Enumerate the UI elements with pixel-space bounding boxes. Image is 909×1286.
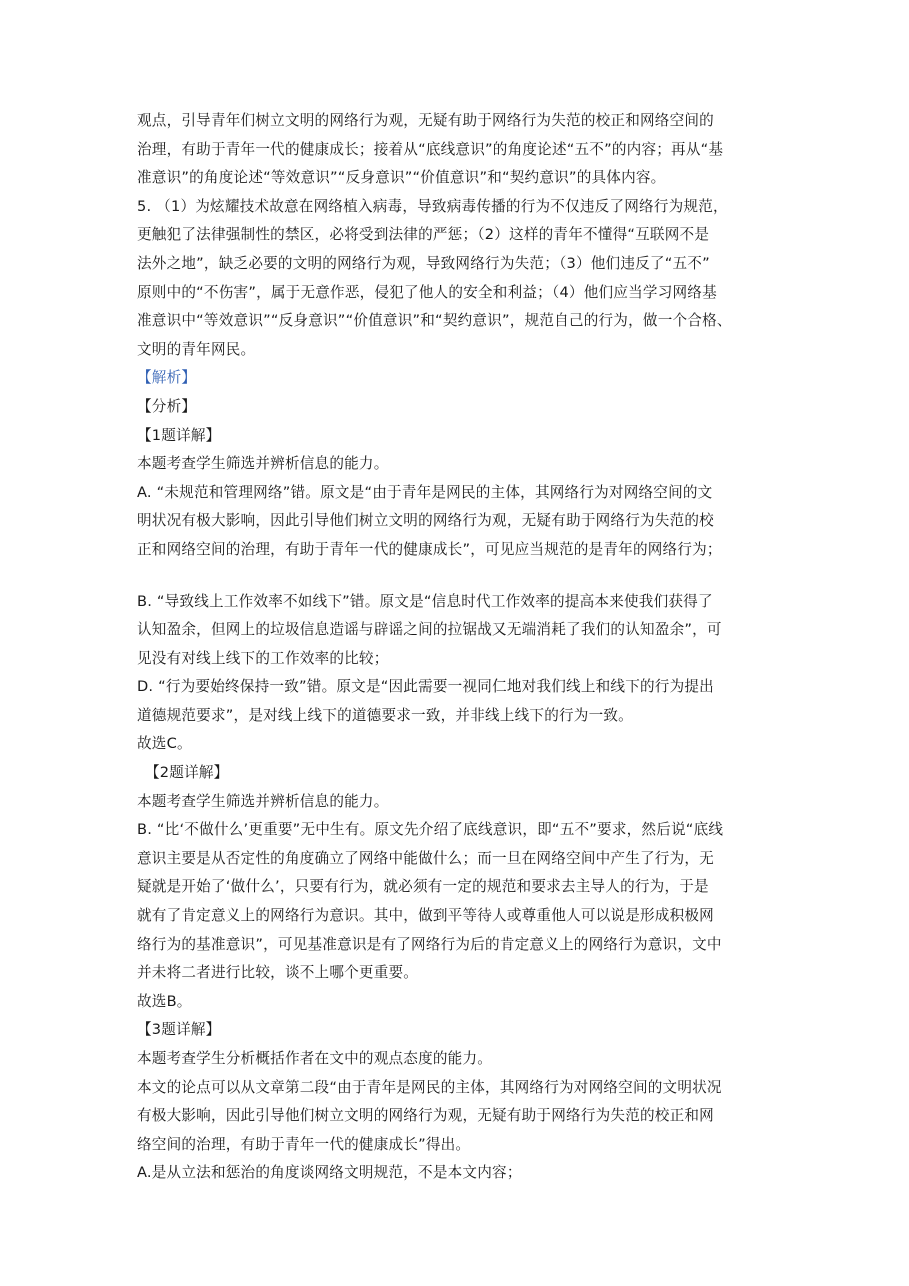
answer-choice-line: 故选C。 (137, 735, 192, 753)
paragraph-line: 络空间的治理，有助于青年一代的健康成长”得出。 (137, 1135, 471, 1153)
blank-line (137, 565, 777, 588)
paragraph-line: 络行为的基准意识”，可见基准意识是有了网络行为后的肯定意义上的网络行为意识，文中 (137, 935, 722, 953)
answer-choice-line: 故选B。 (137, 992, 192, 1010)
paragraph-line: 原则中的“不伤害”，属于无意作恶，侵犯了他人的安全和利益；（4）他们应当学习网络基 (137, 283, 717, 301)
option-a-line: A.是从立法和惩治的角度谈网络文明规范，不是本文内容； (137, 1164, 522, 1182)
analysis-subheading: 【分析】 (137, 397, 197, 415)
paragraph-line: 正和网络空间的治理，有助于青年一代的健康成长”，可见应当规范的是青年的网络行为； (137, 540, 722, 558)
paragraph-line: 本题考查学生筛选并辨析信息的能力。 (137, 455, 389, 473)
paragraph-line: 观点，引导青年们树立文明的网络行为观，无疑有助于网络行为失范的校正和网络空间的 (137, 112, 714, 129)
paragraph-line: 更触犯了法律强制性的禁区，必将受到法律的严惩；（2）这样的青年不懂得“互联网不是 (137, 226, 710, 244)
paragraph-line: 认知盈余，但网上的垃圾信息造谣与辟谣之间的拉锯战又无端消耗了我们的认知盈余”，可 (137, 621, 722, 639)
answer-5-line: 5. （1）为炫耀技术故意在网络植入病毒，导致病毒传播的行为不仅违反了网络行为规范， (137, 197, 728, 215)
paragraph-line: 疑就是开始了‘做什么’，只要有行为，就必须有一定的规范和要求去主导人的行为，于是 (137, 878, 709, 896)
paragraph-line: 文明的青年网民。 (137, 340, 256, 358)
paragraph-line: 有极大影响，因此引导他们树立文明的网络行为观，无疑有助于网络行为失范的校正和网 (137, 1107, 714, 1125)
option-a-line: A. “未规范和管理网络”错。原文是“由于青年是网民的主体，其网络行为对网络空间的文 (137, 483, 713, 501)
paragraph-line: 本题考查学生分析概括作者在文中的观点态度的能力。 (137, 1050, 493, 1067)
option-b-line: B. “比‘不做什么’更重要”无中生有。原文先介绍了底线意识，即“五不”要求，然后说“底线 (137, 821, 724, 839)
paragraph-line: 意识主要是从否定性的角度确立了网络中能做什么；而一旦在网络空间中产生了行为，无 (137, 849, 714, 867)
paragraph-line: 治理，有助于青年一代的健康成长；接着从“底线意识”的角度论述“五不”的内容；再从“基 (137, 140, 724, 158)
question-1-heading: 【1题详解】 (137, 426, 221, 444)
option-b-line: B. “导致线上工作效率不如线下”错。原文是“信息时代工作效率的提高本来使我们获得了 (137, 592, 713, 610)
paragraph-line: 本题考查学生筛选并辨析信息的能力。 (137, 792, 389, 810)
answer-analysis-text (137, 107, 777, 1188)
paragraph-line: 本文的论点可以从文章第二段“由于青年是网民的主体，其网络行为对网络空间的文明状况 (137, 1078, 722, 1096)
paragraph-line: 就有了肯定意义上的网络行为意识。其中，做到平等待人或尊重他人可以说是形成积极网 (137, 907, 714, 925)
paragraph-line: 道德规范要求”，是对线上线下的道德要求一致，并非线上线下的行为一致。 (137, 706, 633, 724)
paragraph-line: 明状况有极大影响，因此引导他们树立文明的网络行为观，无疑有助于网络行为失范的校 (137, 512, 714, 530)
paragraph-line: 准意识”的角度论述“等效意识”“反身意识”“价值意识”和“契约意识”的具体内容。 (137, 169, 666, 187)
question-2-heading: 【2题详解】 (145, 764, 229, 782)
option-d-line: D. “行为要始终保持一致”错。原文是“因此需要一视同仁地对我们线上和线下的行为提出 (137, 678, 714, 696)
paragraph-line: 见没有对线上线下的工作效率的比较； (137, 649, 389, 667)
analysis-heading: 【解析】 (137, 369, 197, 387)
paragraph-line: 并未将二者进行比较，谈不上哪个更重要。 (137, 964, 419, 982)
question-3-heading: 【3题详解】 (137, 1021, 221, 1039)
paragraph-line: 法外之地”，缺乏必要的文明的网络行为观，导致网络行为失范；（3）他们违反了“五不” (137, 254, 710, 272)
paragraph-line: 准意识中“等效意识”“反身意识”“价值意识”和“契约意识”，规范自己的行为，做一个合格、 (137, 312, 732, 330)
